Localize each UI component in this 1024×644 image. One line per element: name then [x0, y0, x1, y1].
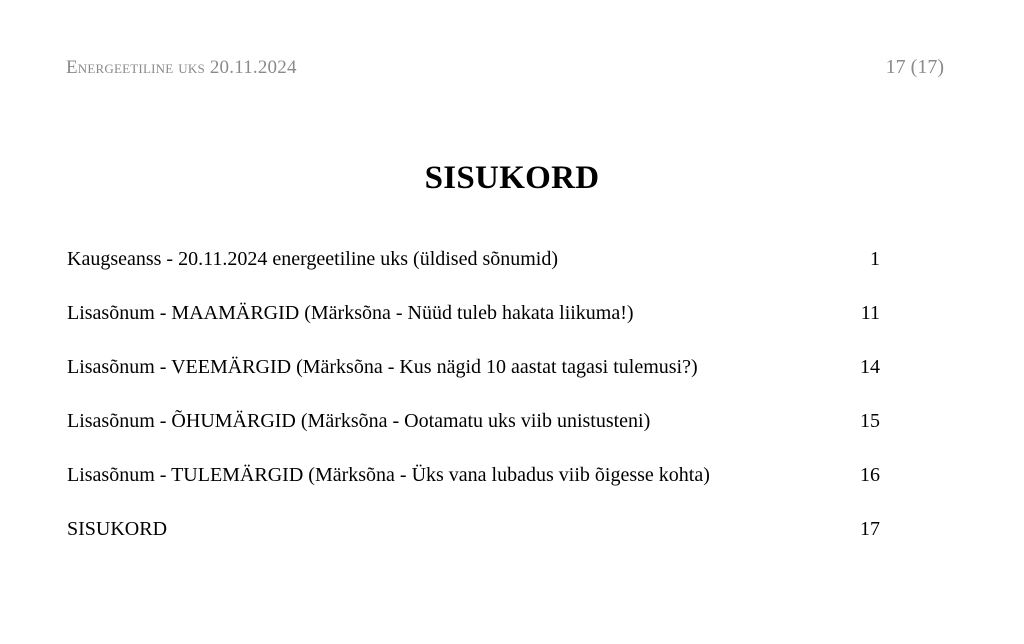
toc-entry-title: Lisasõnum - ÕHUMÄRGID (Märksõna - Ootamatu uks viib unistusteni)	[67, 410, 651, 432]
toc-entry-page: 17	[860, 518, 880, 540]
toc-entry[interactable]	[67, 356, 880, 410]
toc-entry-page: 15	[860, 410, 880, 432]
toc-entry[interactable]	[67, 302, 880, 356]
toc-entry-title: Lisasõnum - VEEMÄRGID (Märksõna - Kus nägid 10 aastat tagasi tulemusi?)	[67, 356, 698, 378]
toc-list	[67, 248, 880, 572]
toc-entry[interactable]	[67, 248, 880, 302]
toc-entry-title: Lisasõnum - TULEMÄRGID (Märksõna - Üks vana lubadus viib õigesse kohta)	[67, 464, 710, 486]
toc-entry-page: 1	[870, 248, 880, 270]
toc-entry-title: Kaugseanss - 20.11.2024 energeetiline uks (üldised sõnumid)	[67, 248, 559, 270]
toc-entry-title: Lisasõnum - MAAMÄRGID (Märksõna - Nüüd tuleb hakata liikuma!)	[67, 302, 634, 324]
toc-entry[interactable]	[67, 518, 880, 572]
toc-entry-page: 16	[860, 464, 880, 486]
toc-entry[interactable]	[67, 464, 880, 518]
toc-entry-title: SISUKORD	[67, 518, 168, 540]
running-header	[66, 56, 944, 84]
header-page-indicator: 17 (17)	[885, 56, 944, 78]
toc-entry[interactable]	[67, 410, 880, 464]
toc-entry-page: 11	[860, 302, 880, 324]
toc-entry-page: 14	[860, 356, 880, 378]
header-title: Energeetiline uks 20.11.2024	[66, 57, 297, 78]
toc-heading: SISUKORD	[424, 160, 600, 196]
